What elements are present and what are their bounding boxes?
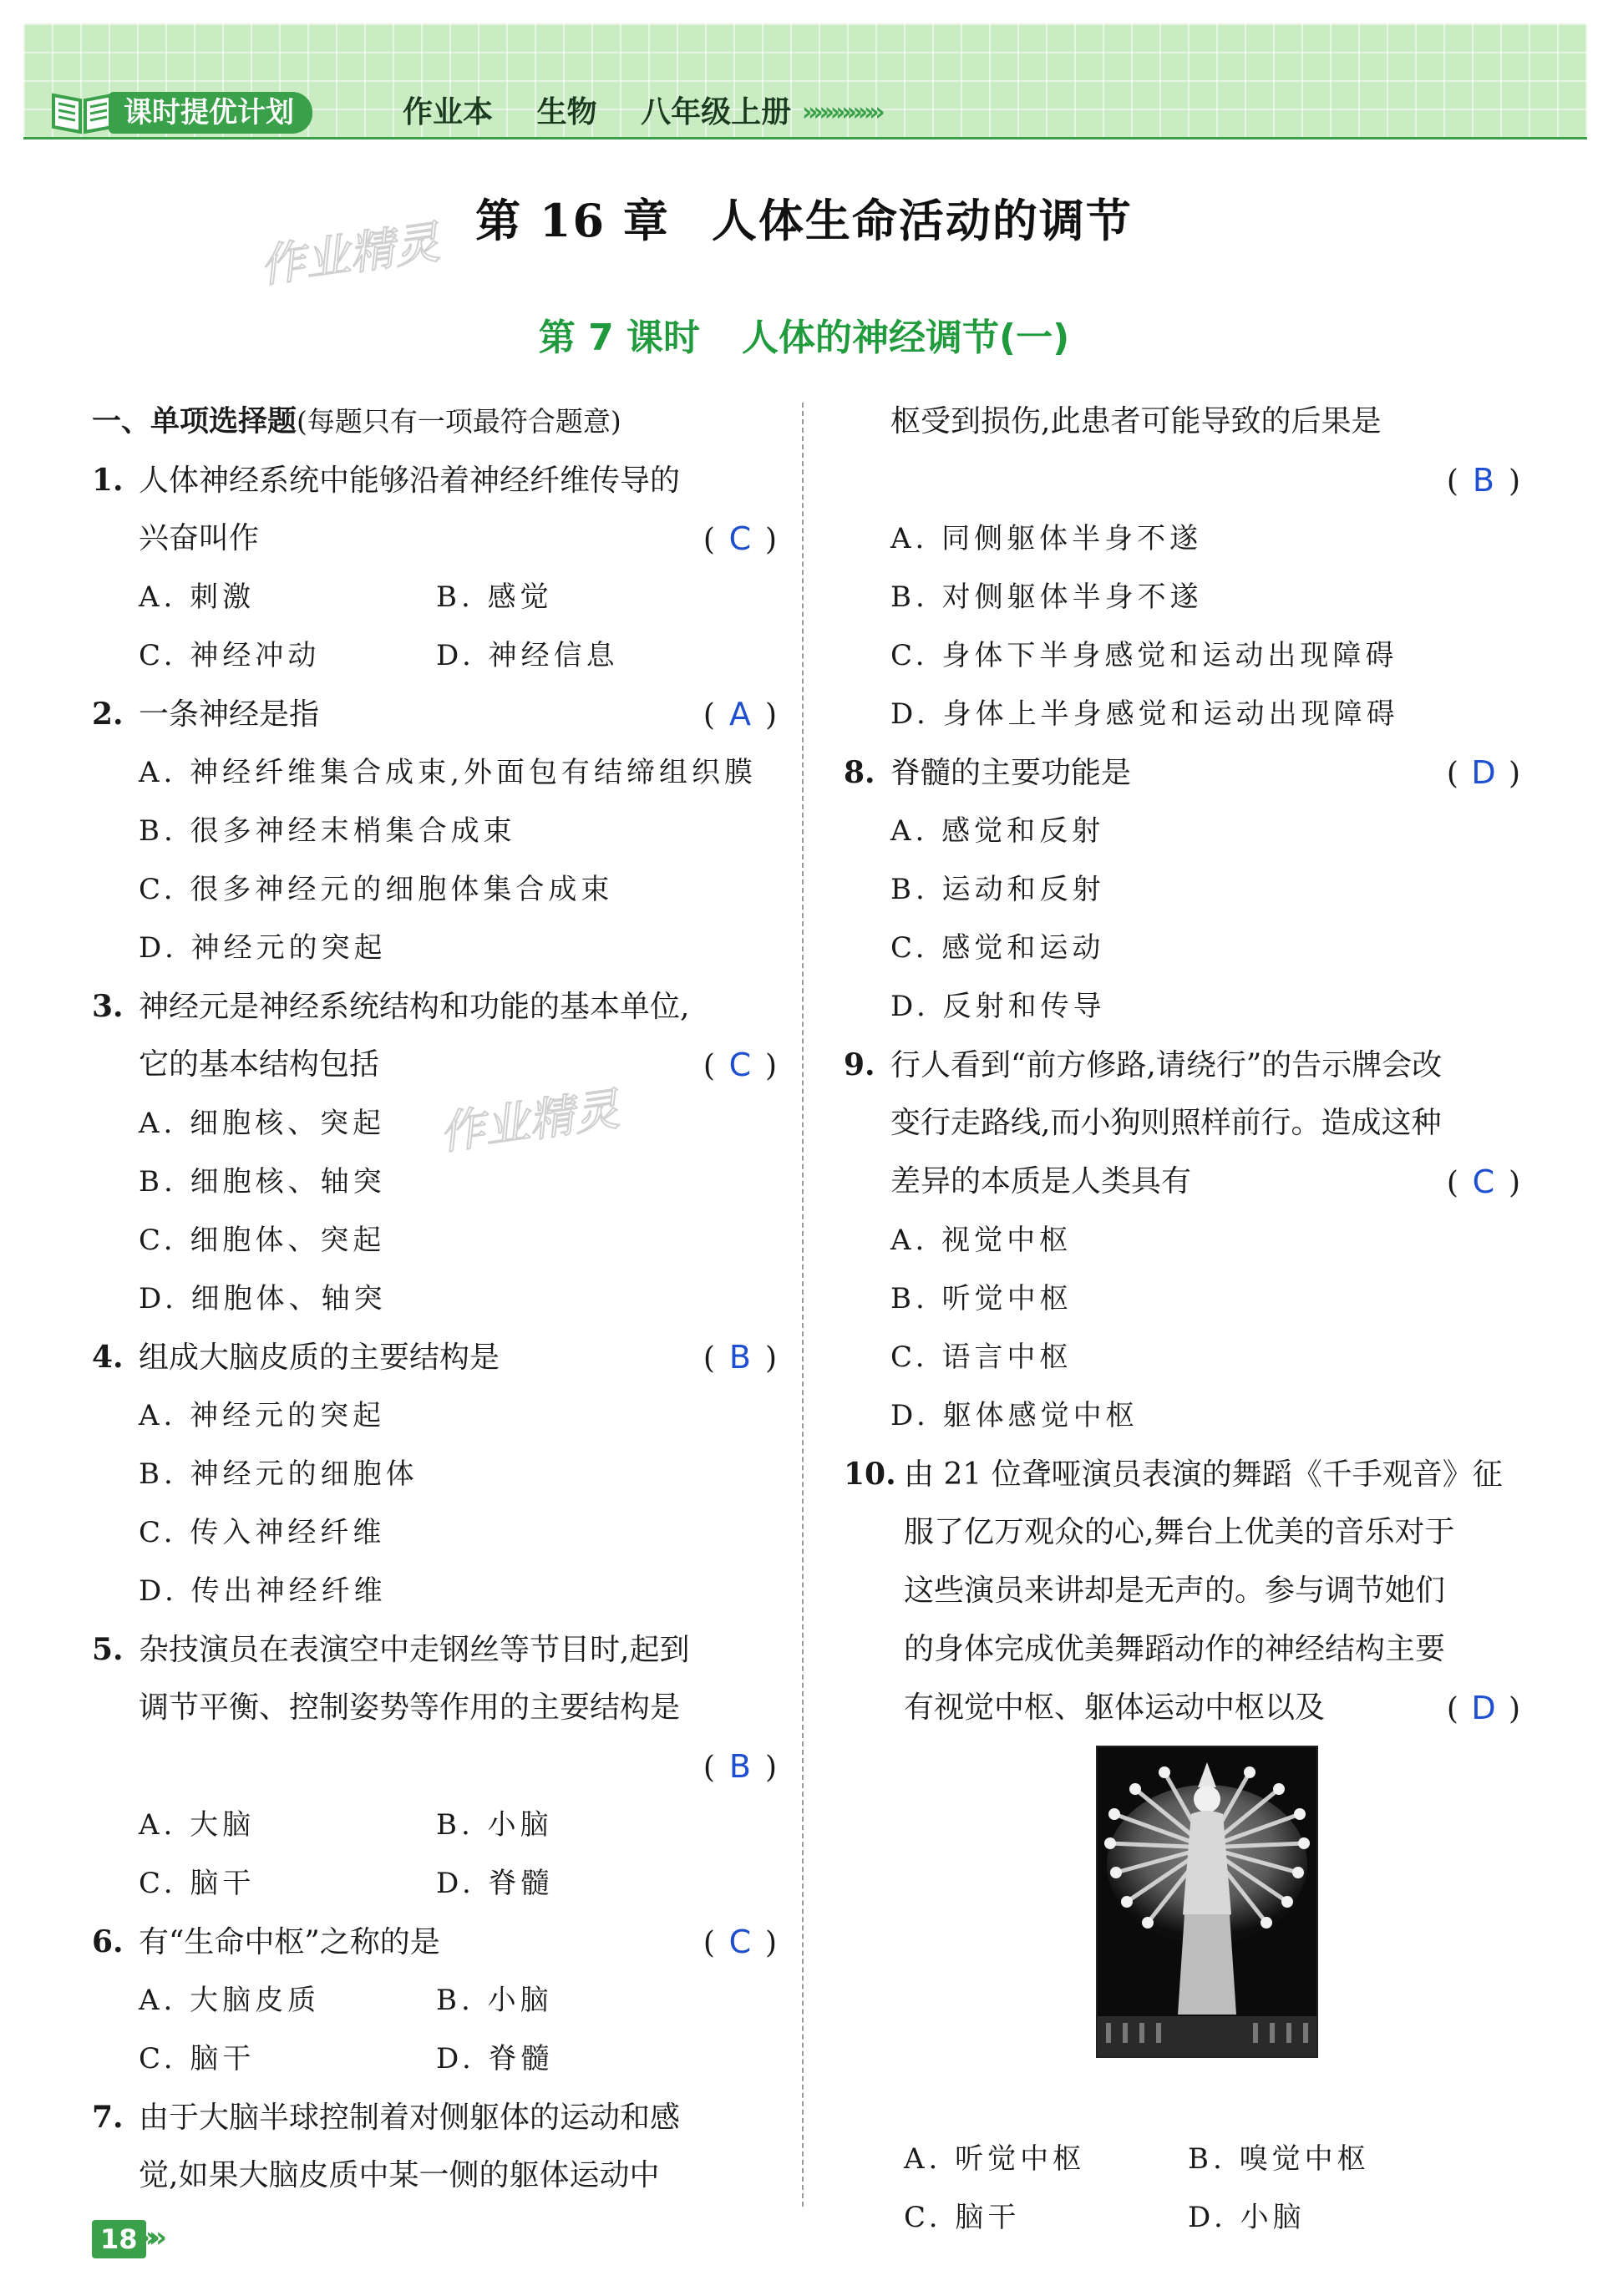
option: A. 细胞核、突起 <box>139 1107 386 1140</box>
dance-photo <box>1096 1746 1318 2058</box>
option: C. 很多神经元的细胞体集合成束 <box>139 873 614 906</box>
option: B. 听觉中枢 <box>890 1282 1073 1315</box>
book-type: 作业本 <box>403 95 494 129</box>
option: A. 同侧躯体半身不遂 <box>890 522 1203 555</box>
option: C. 身体下半身感觉和运动出现障碍 <box>890 639 1398 672</box>
column-divider <box>802 403 804 2207</box>
open-book-icon <box>50 84 115 135</box>
question-7-cont: 觉,如果大脑皮质中某一侧的躯体运动中 <box>139 2158 660 2192</box>
option: B. 细胞核、轴突 <box>139 1165 386 1199</box>
answer-9: ( C ) <box>1446 1163 1520 1200</box>
options-row: A. 大脑皮质 B. 小脑 <box>139 1984 553 2017</box>
watermark: 作业精灵 <box>256 215 443 293</box>
lesson-prefix: 第 7 课时 <box>538 317 701 359</box>
answer-5: ( B ) <box>703 1748 777 1785</box>
answer-8: ( D ) <box>1446 754 1520 791</box>
answer-7: ( B ) <box>1446 462 1520 499</box>
question-3-cont: 它的基本结构包括 ( C ) <box>92 1036 777 1094</box>
question-1: 1. 人体神经系统中能够沿着神经纤维传导的 <box>92 463 681 498</box>
question-5-cont: 调节平衡、控制姿势等作用的主要结构是 <box>139 1690 681 1725</box>
question-4: 4. 组成大脑皮质的主要结构是 ( B ) <box>92 1328 777 1386</box>
header-arrows-icon: »»»»»»» <box>802 98 880 127</box>
question-8: 8. 脊髓的主要功能是 ( D ) <box>844 743 1520 802</box>
option: A. 神经纤维集合成束,外面包有结缔组织膜 <box>139 756 757 789</box>
answer-10: ( D ) <box>1446 1690 1520 1726</box>
question-2: 2. 一条神经是指 ( A ) <box>92 685 777 743</box>
question-10-cont: 服了亿万观众的心,舞台上优美的音乐对于 <box>904 1515 1455 1549</box>
options-row: C. 神经冲动 D. 神经信息 <box>139 639 619 672</box>
options-row: C. 脑干 D. 小脑 <box>904 2201 1306 2234</box>
page-number: 18 <box>92 2220 146 2258</box>
option: D. 身体上半身感觉和运动出现障碍 <box>890 697 1399 731</box>
answer-row <box>844 451 1520 509</box>
options-row: A. 听觉中枢 B. 嗅觉中枢 <box>904 2142 1370 2176</box>
question-3: 3. 神经元是神经系统结构和功能的基本单位, <box>92 989 690 1024</box>
dancer-illustration <box>1098 1747 1316 2056</box>
chapter-title <box>0 185 1608 250</box>
section-heading: 一、单项选择题(每题只有一项最符合题意) <box>92 405 621 438</box>
chapter-prefix: 第 16 章 <box>475 194 670 247</box>
option: B. 很多神经末梢集合成束 <box>139 814 516 848</box>
question-10: 10. 由 21 位聋哑演员表演的舞蹈《千手观音》征 <box>844 1457 1503 1492</box>
header-info <box>403 92 824 134</box>
lesson-name: 人体的神经调节(一) <box>742 317 1070 359</box>
options-row: C. 脑干 D. 脊髓 <box>139 1867 554 1900</box>
option: B. 对侧躯体半身不遂 <box>890 580 1203 614</box>
answer-2: ( A ) <box>703 696 777 732</box>
options-row: A. 大脑 B. 小脑 <box>139 1808 553 1842</box>
option: B. 神经元的细胞体 <box>139 1457 418 1491</box>
options-row: C. 脑干 D. 脊髓 <box>139 2042 554 2076</box>
question-10-cont: 这些演员来讲却是无声的。参与调节她们 <box>904 1574 1446 1608</box>
option: D. 躯体感觉中枢 <box>890 1399 1139 1432</box>
option: D. 神经元的突起 <box>139 931 387 965</box>
question-9: 9. 行人看到“前方修路,请绕行”的告示牌会改 <box>844 1047 1443 1082</box>
option: C. 语言中枢 <box>890 1341 1073 1374</box>
question-10-cont: 的身体完成优美舞蹈动作的神经结构主要 <box>904 1632 1446 1666</box>
options-row: A. 刺激 B. 感觉 <box>139 580 553 614</box>
lesson-title <box>0 307 1608 361</box>
option: C. 感觉和运动 <box>890 931 1105 965</box>
watermark: 作业精灵 <box>436 1082 622 1160</box>
option: D. 反射和传导 <box>890 990 1106 1023</box>
option: D. 细胞体、轴突 <box>139 1282 387 1315</box>
question-6: 6. 有“生命中枢”之称的是 ( C ) <box>92 1913 777 1971</box>
answer-4: ( B ) <box>703 1339 777 1376</box>
option: C. 传入神经纤维 <box>139 1516 386 1549</box>
question-1-cont: 兴奋叫作 ( C ) <box>92 509 777 568</box>
option: C. 细胞体、突起 <box>139 1224 386 1257</box>
left-column <box>92 393 777 2205</box>
option: D. 传出神经纤维 <box>139 1574 387 1608</box>
option: B. 运动和反射 <box>890 873 1105 906</box>
question-7: 7. 由于大脑半球控制着对侧躯体的运动和感 <box>92 2100 681 2135</box>
option: A. 感觉和反射 <box>890 814 1105 848</box>
answer-1: ( C ) <box>703 520 777 557</box>
answer-row <box>92 1737 777 1796</box>
question-5: 5. 杂技演员在表演空中走钢丝等节目时,起到 <box>92 1632 690 1667</box>
question-9-cont: 差异的本质是人类具有 ( C ) <box>844 1153 1520 1211</box>
answer-3: ( C ) <box>703 1047 777 1083</box>
option: A. 神经元的突起 <box>139 1399 386 1432</box>
question-9-cont: 变行走路线,而小狗则照样前行。造成这种 <box>890 1106 1442 1140</box>
chapter-name: 人体生命活动的调节 <box>711 194 1133 247</box>
page-arrows-icon: »» <box>139 2221 159 2254</box>
brand-label: 课时提优计划 <box>109 92 312 134</box>
question-7-cont: 枢受到损伤,此患者可能导致的后果是 <box>890 404 1382 438</box>
question-10-cont: 有视觉中枢、躯体运动中枢以及 ( D ) <box>844 1679 1520 1737</box>
answer-6: ( C ) <box>703 1923 777 1960</box>
subject: 生物 <box>536 95 597 129</box>
grade: 八年级上册 <box>641 95 792 129</box>
option: A. 视觉中枢 <box>890 1224 1073 1257</box>
